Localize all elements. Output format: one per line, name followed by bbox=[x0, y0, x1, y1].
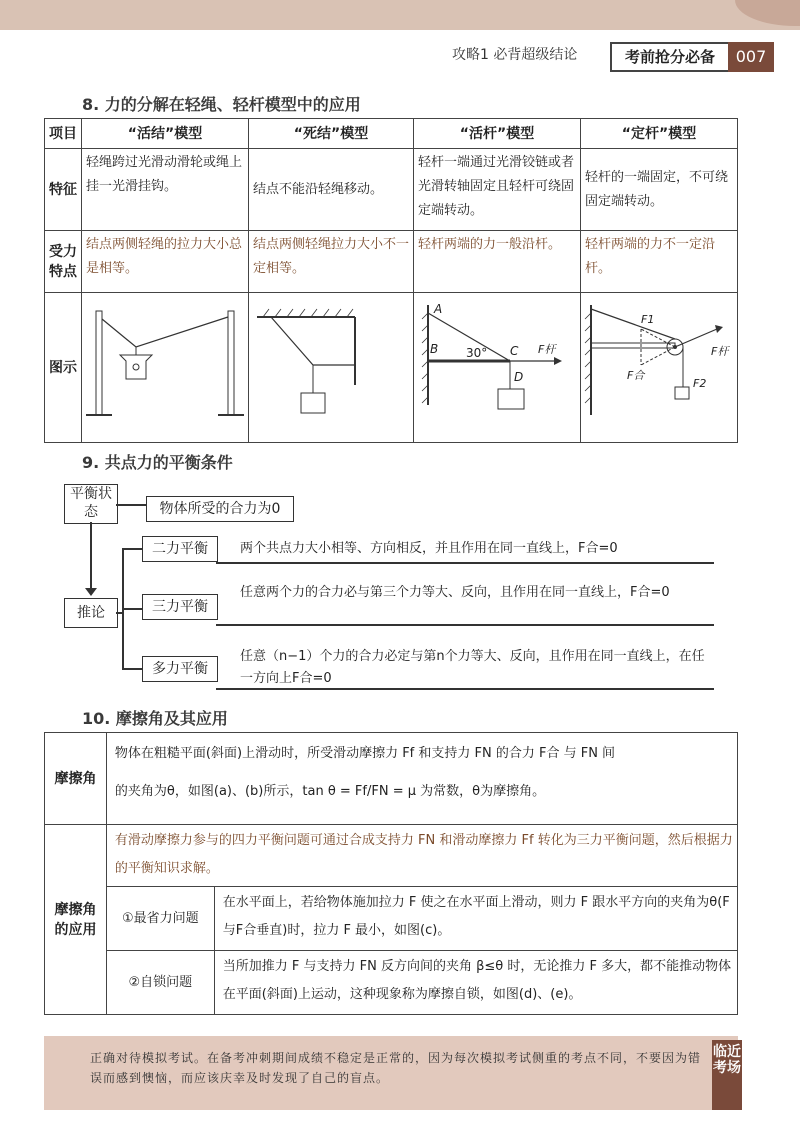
cell-force-2: 结点两侧轻绳拉力大小不一定相等。 bbox=[249, 231, 414, 293]
label-C: C bbox=[510, 344, 519, 358]
fig-dead-knot bbox=[249, 293, 414, 443]
row-head-figure: 图示 bbox=[45, 293, 82, 443]
header-badge: 考前抢分必备 bbox=[610, 42, 730, 72]
min-force-label: ①最省力问题 bbox=[106, 887, 214, 951]
label-F1: F1 bbox=[641, 313, 655, 326]
row-head-feature: 特征 bbox=[45, 149, 82, 231]
label-D: D bbox=[514, 370, 524, 384]
cell-force-3: 轻杆两端的力一般沿杆。 bbox=[414, 231, 581, 293]
self-lock-text: 当所加推力 F 与支持力 FN 反方向间的夹角 β≤θ 时，无论推力 F 多大，都不能推动物体在平面(斜面)上运动，这种现象称为摩擦自锁，如图(d)、(e)。 bbox=[214, 951, 737, 1015]
row-head-application: 摩擦角的应用 bbox=[45, 825, 107, 1015]
live-knot-diagram bbox=[82, 293, 248, 433]
state-connector bbox=[116, 504, 146, 506]
two-force-text: 两个共点力大小相等、方向相反，并且作用在同一直线上，F合=0 bbox=[240, 541, 618, 556]
col-head-fixed-rod: “定杆”模型 bbox=[581, 119, 738, 149]
application-intro: 有滑动摩擦力参与的四力平衡问题可通过合成支持力 FN 和滑动摩擦力 Ff 转化为三力平衡问题，然后根据力的平衡知识求解。 bbox=[106, 825, 737, 887]
label-B: B bbox=[430, 342, 439, 356]
page-number: 007 bbox=[728, 42, 774, 72]
cell-feature-4: 轻杆的一端固定，不可绕固定端转动。 bbox=[581, 149, 738, 231]
cell-force-4: 轻杆两端的力不一定沿杆。 bbox=[581, 231, 738, 293]
min-force-text: 在水平面上，若给物体施加拉力 F 使之在水平面上滑动，则力 F 跟水平方向的夹角为θ(F与F合垂直)时，拉力 F 最小，如图(c)。 bbox=[214, 887, 737, 951]
state-to-infer-line bbox=[90, 522, 92, 594]
two-force-underline bbox=[216, 562, 714, 564]
footer-side-tab: 临近考场 bbox=[712, 1040, 742, 1110]
fixed-rod-diagram bbox=[581, 293, 737, 433]
bracket-arm-2 bbox=[122, 608, 142, 610]
col-head-live-rod: “活杆”模型 bbox=[414, 119, 581, 149]
col-head-live-knot: “活结”模型 bbox=[82, 119, 249, 149]
fig-live-knot bbox=[82, 293, 249, 443]
label-F2: F2 bbox=[693, 377, 707, 390]
label-F-rod: F杆 bbox=[538, 343, 556, 356]
row-head-friction-angle: 摩擦角 bbox=[45, 733, 107, 825]
header-guide: 攻略1 必背超级结论 bbox=[452, 47, 578, 63]
model-table bbox=[44, 118, 738, 443]
friction-table bbox=[44, 732, 738, 1015]
friction-angle-line-1: 物体在粗糙平面(斜面)上滑动时，所受滑动摩擦力 Ff 和支持力 FN 的合力 F合 与 FN 间 bbox=[114, 746, 616, 761]
section-9-title: 9. 共点力的平衡条件 bbox=[82, 453, 233, 472]
multi-force-text: 任意（n−1）个力的合力必定与第n个力等大、反向，且作用在同一直线上，在任一方向上F合=0 bbox=[240, 649, 705, 686]
state-box: 平衡状态 bbox=[64, 484, 118, 524]
col-head-item: 项目 bbox=[45, 119, 82, 149]
footer-text: 正确对待模拟考试。在备考冲刺期间成绩不稳定是正常的，因为每次模拟考试侧重的考点不同，不要因为错误而感到懊恼，而应该庆幸及时发现了自己的盲点。 bbox=[90, 1051, 702, 1085]
arrow-down-icon bbox=[85, 588, 97, 596]
bracket-arm-3 bbox=[122, 668, 142, 670]
friction-angle-cell bbox=[106, 733, 737, 825]
infer-box: 推论 bbox=[64, 598, 118, 628]
live-rod-diagram bbox=[414, 293, 580, 433]
label-A: A bbox=[434, 302, 443, 316]
row-head-force: 受力特点 bbox=[45, 231, 82, 293]
cell-feature-3: 轻杆一端通过光滑铰链或者光滑转轴固定且轻杆可绕固定端转动。 bbox=[414, 149, 581, 231]
fig-fixed-rod bbox=[581, 293, 738, 443]
col-head-dead-knot: “死结”模型 bbox=[249, 119, 414, 149]
dead-knot-diagram bbox=[249, 293, 413, 433]
three-force-text: 任意两个力的合力必与第三个力等大、反向，且作用在同一直线上，F合=0 bbox=[240, 585, 670, 600]
section-10-title: 10. 摩擦角及其应用 bbox=[82, 709, 228, 728]
top-band bbox=[0, 0, 800, 30]
label-angle: 30° bbox=[466, 346, 488, 360]
bracket-arm-1 bbox=[122, 548, 142, 550]
label-F-rod-fixed: F杆 bbox=[711, 345, 729, 358]
three-force-underline bbox=[216, 624, 714, 626]
friction-angle-line-2: 的夹角为θ，如图(a)、(b)所示，tan θ = Ff/FN = μ 为常数，θ为摩擦角。 bbox=[114, 784, 546, 799]
three-force-box: 三力平衡 bbox=[142, 594, 218, 620]
fig-live-rod bbox=[414, 293, 581, 443]
self-lock-label: ②自锁问题 bbox=[106, 951, 214, 1015]
section-8-title: 8. 力的分解在轻绳、轻杆模型中的应用 bbox=[82, 95, 361, 114]
cell-feature-1: 轻绳跨过光滑动滑轮或绳上挂一光滑挂钩。 bbox=[82, 149, 249, 231]
cell-force-1: 结点两侧轻绳的拉力大小总是相等。 bbox=[82, 231, 249, 293]
cell-feature-2: 结点不能沿轻绳移动。 bbox=[249, 149, 414, 231]
state-desc-box: 物体所受的合力为0 bbox=[146, 496, 294, 522]
label-F-he: F合 bbox=[627, 369, 645, 382]
two-force-box: 二力平衡 bbox=[142, 536, 218, 562]
multi-force-box: 多力平衡 bbox=[142, 656, 218, 682]
